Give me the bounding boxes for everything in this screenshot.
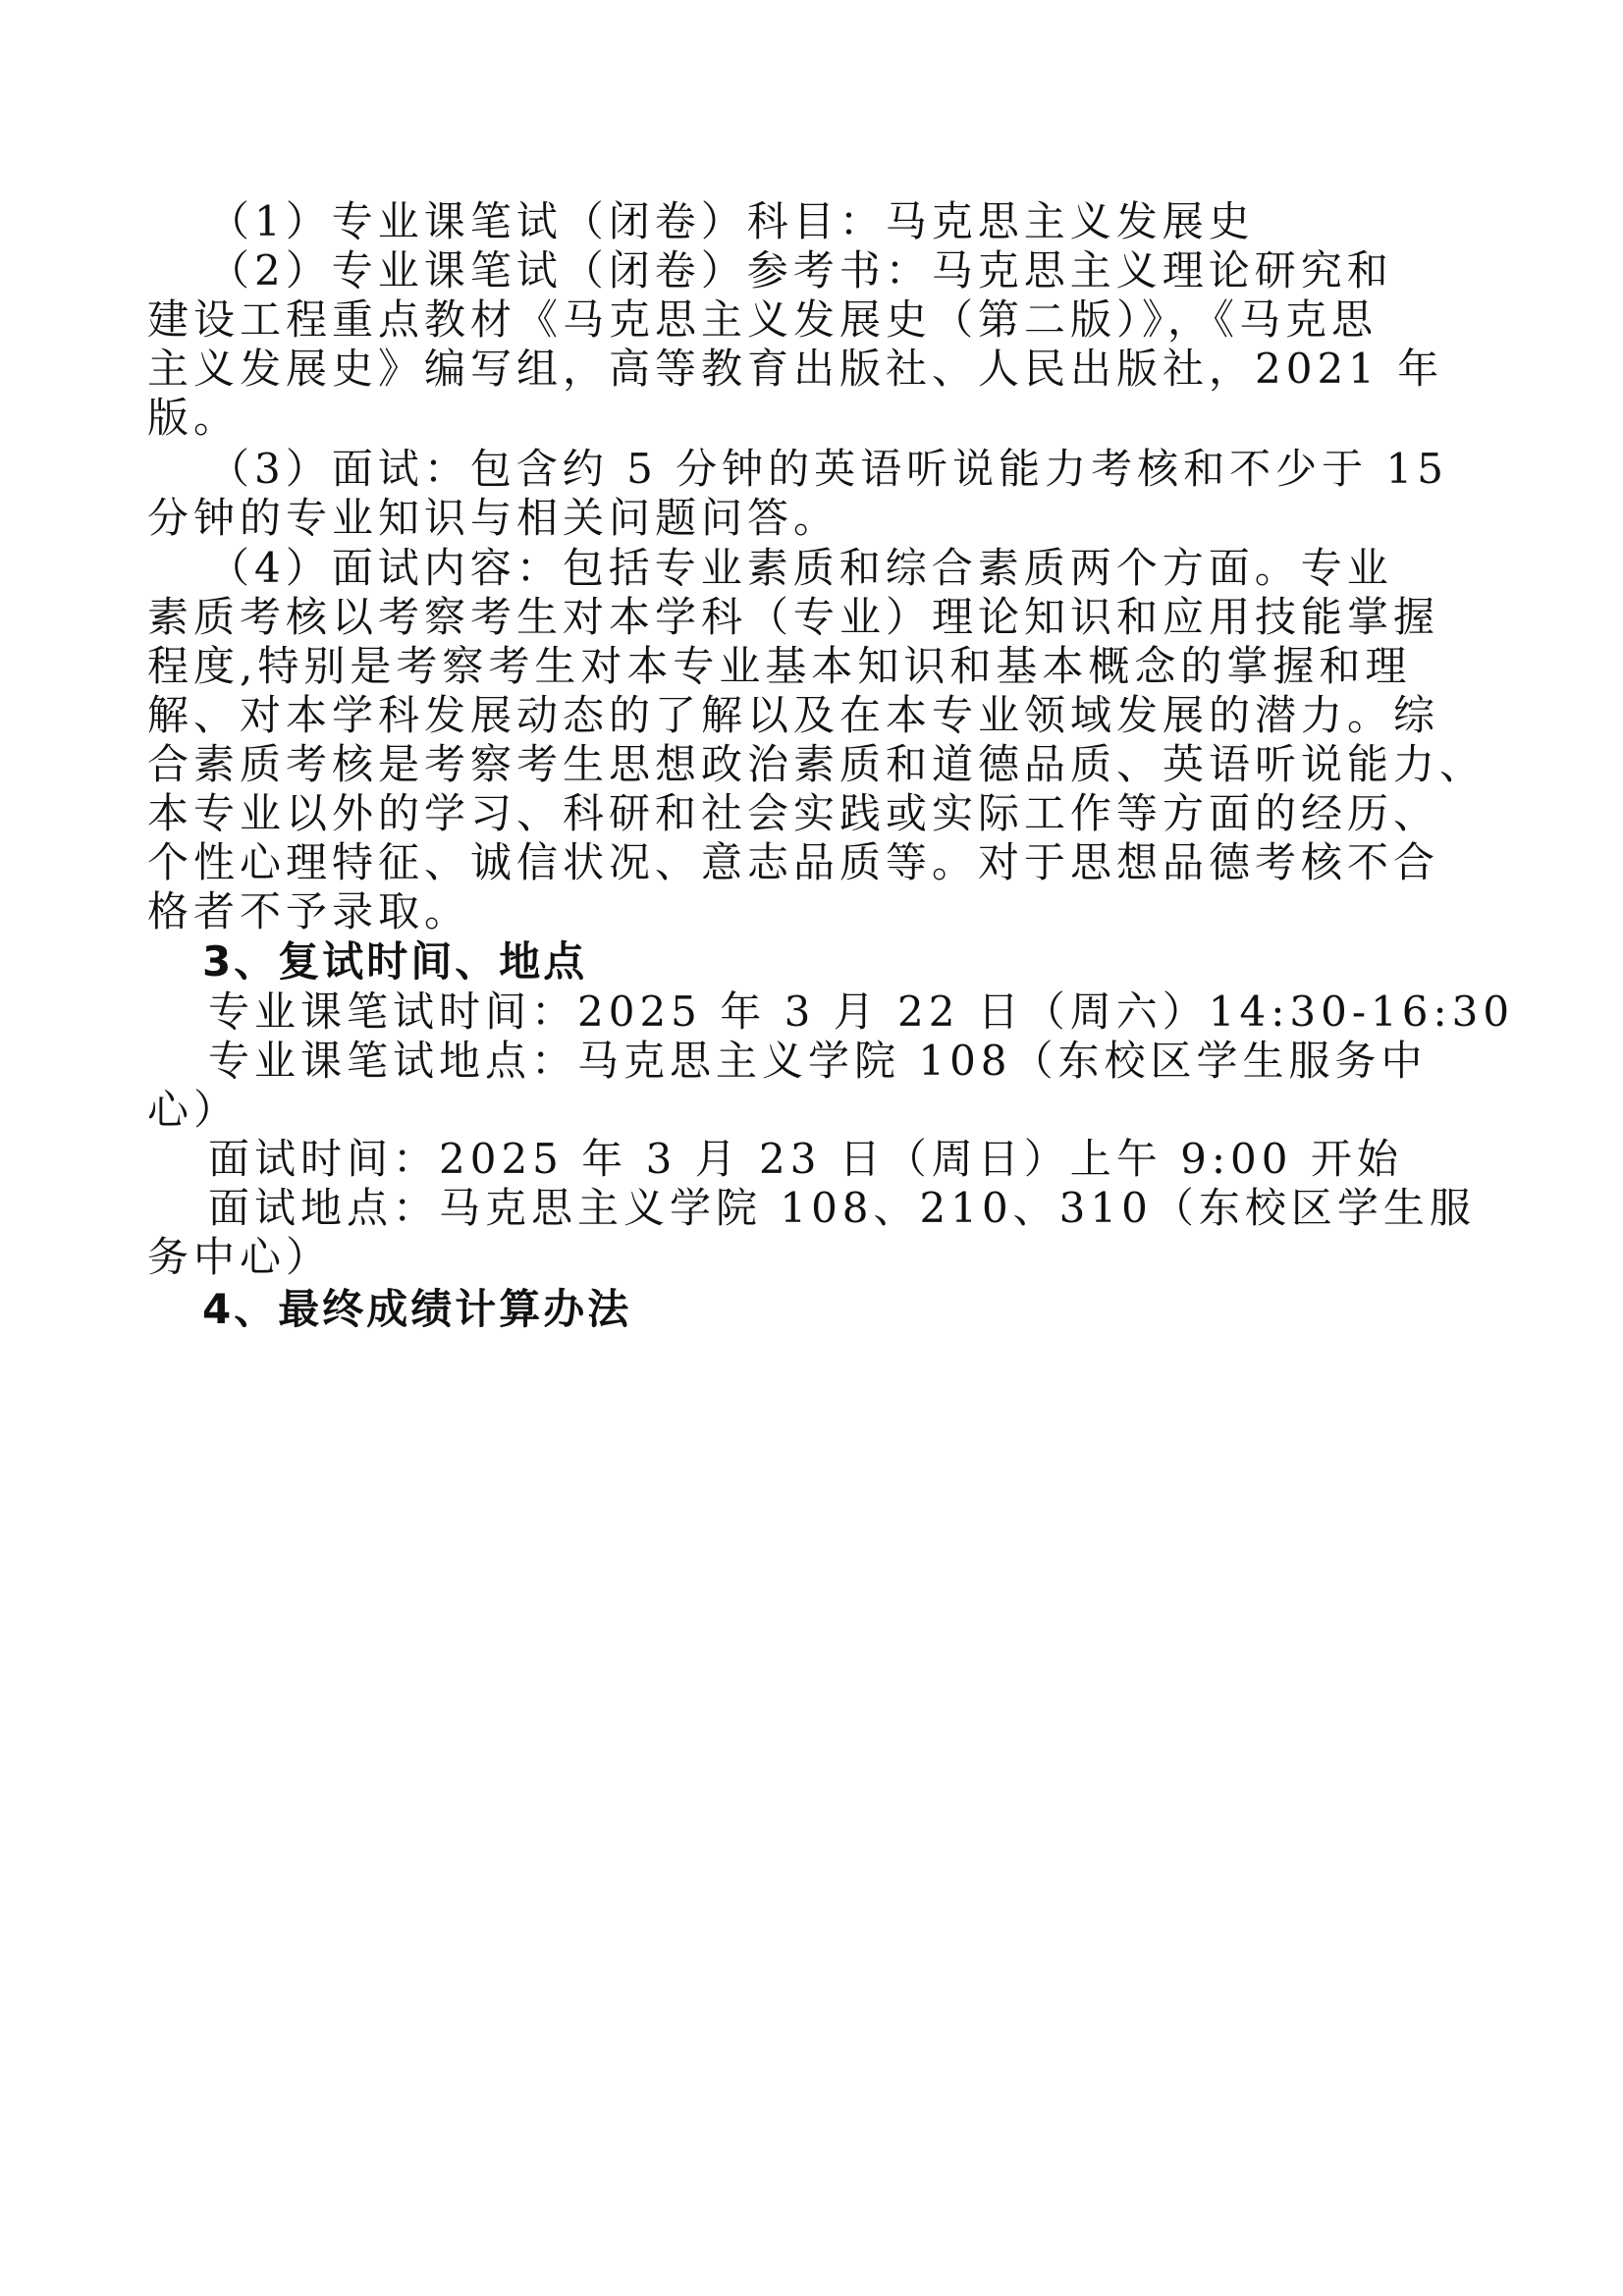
section-heading: 4、最终成绩计算办法 [202, 1285, 632, 1333]
section-heading: 3、复试时间、地点 [202, 937, 588, 986]
paragraph-line: 个性心理特征、诚信状况、意志品质等。对于思想品德考核不合 [147, 838, 1440, 886]
paragraph-line: （2）专业课笔试（闭卷）参考书：马克思主义理论研究和 [208, 246, 1393, 294]
paragraph-line: （1）专业课笔试（闭卷）科目：马克思主义发展史 [208, 197, 1255, 245]
interview-place-cont: 务中心） [147, 1233, 333, 1281]
written-exam-place: 专业课笔试地点：马克思主义学院 108（东校区学生服务中 [208, 1037, 1428, 1085]
paragraph-line: 程度,特别是考察考生对本专业基本知识和基本概念的掌握和理 [147, 642, 1412, 690]
paragraph-line: 版。 [147, 394, 241, 442]
paragraph-line: 本专业以外的学习、科研和社会实践或实际工作等方面的经历、 [147, 789, 1440, 837]
paragraph-line: （3）面试：包含约 5 分钟的英语听说能力考核和不少于 15 [208, 445, 1448, 493]
written-exam-place-cont: 心） [147, 1086, 241, 1134]
paragraph-line: 建设工程重点教材《马克思主义发展史（第二版）》，《马克思 [147, 295, 1379, 344]
paragraph-line: 解、对本学科发展动态的了解以及在本专业领域发展的潜力。综 [147, 691, 1440, 739]
paragraph-line: 分钟的专业知识与相关问题问答。 [147, 494, 840, 542]
interview-time: 面试时间：2025 年 3 月 23 日（周日）上午 9:00 开始 [208, 1135, 1403, 1183]
paragraph-line: 格者不予录取。 [147, 887, 471, 935]
interview-place: 面试地点：马克思主义学院 108、210、310（东校区学生服 [208, 1184, 1476, 1232]
written-exam-time: 专业课笔试时间：2025 年 3 月 22 日（周六）14:30-16:30 [208, 988, 1515, 1036]
paragraph-line: 合素质考核是考察考生思想政治素质和道德品质、英语听说能力、 [147, 740, 1487, 788]
paragraph-line: 主义发展史》编写组，高等教育出版社、人民出版社，2021 年 [147, 345, 1444, 393]
paragraph-line: （4）面试内容：包括专业素质和综合素质两个方面。专业 [208, 544, 1393, 592]
paragraph-line: 素质考核以考察考生对本学科（专业）理论知识和应用技能掌握 [147, 593, 1440, 641]
